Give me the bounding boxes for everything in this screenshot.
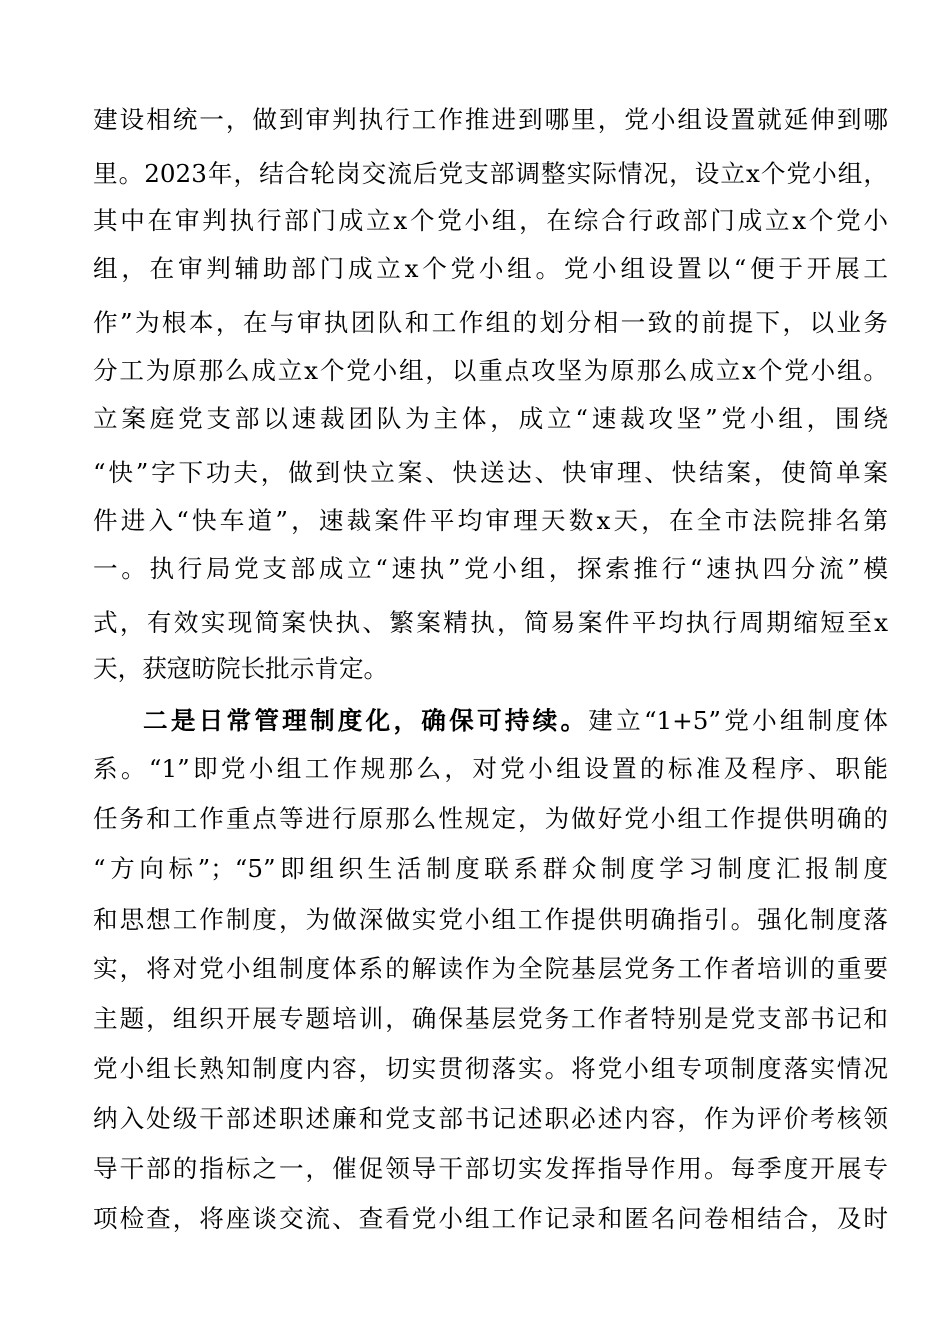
body-line: 项检查，将座谈交流、查看党小组工作记录和匿名问卷相结合，及时 [93, 1204, 888, 1233]
body-line: 立案庭党支部以速裁团队为主体，成立“速裁攻坚”党小组，围绕 [93, 404, 888, 433]
body-line: 建设相统一，做到审判执行工作推进到哪里，党小组设置就延伸到哪 [93, 105, 888, 134]
paragraph-heading: 二是日常管理制度化，确保可持续。 [143, 706, 589, 735]
body-line: 件进入“快车道”，速裁案件平均审理天数x天，在全市法院排名第 [93, 506, 888, 535]
body-line: 实，将对党小组制度体系的解读作为全院基层党务工作者培训的重要 [93, 954, 888, 983]
body-line: 党小组长熟知制度内容，切实贯彻落实。将党小组专项制度落实情况 [93, 1054, 888, 1083]
body-line: 导干部的指标之一，催促领导干部切实发挥指导作用。每季度开展专 [93, 1154, 888, 1183]
body-line: 式，有效实现简案快执、繁案精执，简易案件平均执行周期缩短至x [93, 608, 888, 637]
body-line: 纳入处级干部述职述廉和党支部书记述职必述内容，作为评价考核领 [93, 1104, 888, 1133]
body-line: 其中在审判执行部门成立x个党小组，在综合行政部门成立x个党小 [93, 206, 888, 235]
body-line: 里。2023年，结合轮岗交流后党支部调整实际情况，设立x个党小组， [93, 159, 888, 188]
body-line: 天，获寇昉院长批示肯定。 [93, 654, 389, 683]
body-line: 一。执行局党支部成立“速执”党小组，探索推行“速执四分流”模 [93, 554, 888, 583]
body-line: 主题，组织开展专题培训，确保基层党务工作者特别是党支部书记和 [93, 1004, 888, 1033]
body-line: 作”为根本，在与审执团队和工作组的划分相一致的前提下，以业务 [93, 308, 888, 337]
body-line: “快”字下功夫，做到快立案、快送达、快审理、快结案，使简单案 [93, 458, 888, 487]
paragraph-text: 建立“1+5”党小组制度体 [588, 706, 888, 735]
paragraph-2-first-line [143, 704, 888, 738]
body-line: 分工为原那么成立x个党小组，以重点攻坚为原那么成立x个党小组。 [93, 356, 888, 385]
body-line: 和思想工作制度，为做深做实党小组工作提供明确指引。强化制度落 [93, 905, 888, 934]
body-line: 组，在审判辅助部门成立x个党小组。党小组设置以“便于开展工 [93, 254, 888, 283]
body-line: “方向标”；“5”即组织生活制度联系群众制度学习制度汇报制度 [93, 854, 888, 883]
body-line: 系。“1”即党小组工作规那么，对党小组设置的标准及程序、职能 [93, 754, 888, 783]
body-line: 任务和工作重点等进行原那么性规定，为做好党小组工作提供明确的 [93, 804, 888, 833]
